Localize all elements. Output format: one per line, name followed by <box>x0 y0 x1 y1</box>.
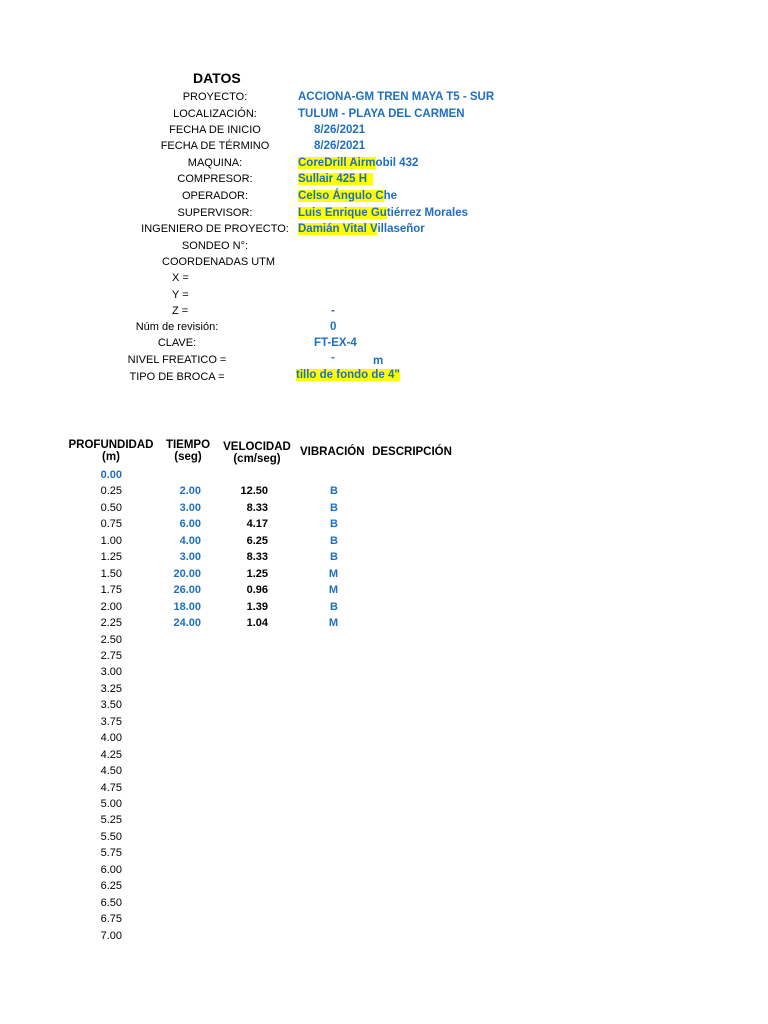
cell-profundidad: 1.50 <box>100 567 122 580</box>
cell-profundidad: 4.50 <box>100 765 122 778</box>
cell-profundidad: 5.00 <box>100 798 122 810</box>
table-row <box>0 862 768 878</box>
table-row <box>0 796 768 812</box>
cell-vibracion: B <box>330 501 338 514</box>
header-tiempo-unit: (seg) <box>174 451 202 463</box>
cell-vibracion: B <box>330 518 338 531</box>
table-row <box>0 483 768 499</box>
cell-profundidad: 0.75 <box>100 518 122 531</box>
table-row <box>0 730 768 746</box>
value-nivel-freatico: - <box>331 352 335 364</box>
cell-profundidad: 1.25 <box>100 551 122 564</box>
label-ingeniero: INGENIERO DE PROYECTO: <box>141 223 289 235</box>
cell-vibracion: B <box>330 600 338 613</box>
cell-profundidad: 3.50 <box>100 699 122 712</box>
cell-profundidad: 3.75 <box>100 715 122 728</box>
cell-velocidad: 1.25 <box>246 567 268 580</box>
header-descripcion: DESCRIPCIÓN <box>372 446 452 458</box>
table-row <box>0 664 768 680</box>
cell-velocidad: 4.17 <box>246 518 268 531</box>
coord-z-label: Z = <box>172 305 189 317</box>
value-num-revision: 0 <box>330 321 337 333</box>
label-localizacion: LOCALIZACIÓN: <box>173 108 257 120</box>
table-row <box>0 878 768 894</box>
cell-profundidad: 1.75 <box>100 584 122 597</box>
cell-profundidad: 3.25 <box>100 682 122 695</box>
value-fecha-inicio: 8/26/2021 <box>314 124 366 136</box>
label-proyecto: PROYECTO: <box>182 91 248 103</box>
table-row <box>0 911 768 927</box>
value-proyecto: ACCIONA-GM TREN MAYA T5 - SUR <box>298 91 495 103</box>
cell-profundidad: 6.75 <box>100 913 122 926</box>
cell-tiempo: 6.00 <box>179 518 201 531</box>
cell-profundidad: 4.25 <box>100 748 122 761</box>
table-row <box>0 615 768 631</box>
label-operador: OPERADOR: <box>181 190 248 202</box>
table-row <box>0 533 768 549</box>
table-row <box>0 681 768 697</box>
cell-profundidad: 0.00 <box>100 469 122 481</box>
cell-vibracion: B <box>330 485 338 498</box>
cell-tiempo: 20.00 <box>173 567 201 580</box>
cell-tiempo: 24.00 <box>173 617 201 630</box>
value-clave: FT-EX-4 <box>314 337 357 349</box>
table-row <box>0 812 768 828</box>
table-row <box>0 829 768 845</box>
label-tipo-broca: TIPO DE BROCA = <box>129 371 225 383</box>
cell-profundidad: 5.50 <box>100 830 122 843</box>
label-maquina: MAQUINA: <box>187 157 243 169</box>
table-row <box>0 632 768 648</box>
unit-nivel-freatico: m <box>373 355 384 367</box>
header-vibracion: VIBRACIÓN <box>300 446 365 458</box>
rest-maquina: obil 432 <box>375 157 419 169</box>
header-tiempo <box>160 439 216 463</box>
cell-profundidad: 1.00 <box>100 534 122 547</box>
cell-vibracion: M <box>328 617 338 630</box>
table-row <box>0 780 768 796</box>
label-num-revision: Núm de revisión: <box>135 321 219 333</box>
table-row <box>0 697 768 713</box>
highlight-supervisor: Luis Enrique Gu <box>298 207 387 219</box>
label-compresor: COMPRESOR: <box>177 173 253 185</box>
cell-profundidad: 5.25 <box>100 814 122 827</box>
table-row <box>0 566 768 582</box>
cell-profundidad: 2.00 <box>100 600 122 613</box>
table-row <box>0 648 768 664</box>
cell-vibracion: B <box>330 551 338 564</box>
cell-tiempo: 26.00 <box>173 584 201 597</box>
label-fecha-inicio: FECHA DE INICIO <box>169 124 261 136</box>
coord-x-label: X = <box>172 272 189 284</box>
cell-tiempo: 2.00 <box>179 485 201 498</box>
cell-profundidad: 0.50 <box>100 501 122 514</box>
cell-velocidad: 1.39 <box>246 600 268 613</box>
label-fecha-termino: FECHA DE TÉRMINO <box>160 140 270 152</box>
header-profundidad <box>64 439 158 463</box>
table-row <box>0 895 768 911</box>
value-fecha-termino: 8/26/2021 <box>314 140 366 152</box>
page-title: DATOS <box>193 70 241 86</box>
coords-heading: COORDENADAS UTM <box>162 256 276 268</box>
value-maquina <box>298 155 418 171</box>
cell-velocidad: 8.33 <box>246 551 268 564</box>
cell-profundidad: 4.00 <box>100 732 122 745</box>
cell-profundidad: 7.00 <box>100 929 122 942</box>
cell-velocidad: 1.04 <box>246 617 268 630</box>
highlight-tipo-broca: tillo de fondo de 4" <box>296 369 400 381</box>
table-row <box>0 845 768 861</box>
label-sondeo: SONDEO N°: <box>181 240 249 252</box>
header-profundidad-title: PROFUNDIDAD <box>68 439 154 451</box>
header-profundidad-unit: (m) <box>102 451 120 463</box>
header-velocidad-title: VELOCIDAD <box>223 441 291 453</box>
cell-profundidad: 6.00 <box>100 863 122 876</box>
highlight-operador: Celso Ángulo C <box>298 190 384 202</box>
value-supervisor: Luis Enrique Gutiérrez Morales <box>298 207 468 219</box>
cell-velocidad: 6.25 <box>246 534 268 547</box>
cell-profundidad: 2.25 <box>100 617 122 630</box>
label-supervisor: SUPERVISOR: <box>177 207 253 219</box>
cell-profundidad: 5.75 <box>100 847 122 860</box>
table-row <box>0 549 768 565</box>
cell-tiempo: 18.00 <box>173 600 201 613</box>
cell-tiempo: 3.00 <box>179 551 201 564</box>
table-row <box>0 516 768 532</box>
cell-vibracion: M <box>328 584 338 597</box>
table-row <box>0 467 768 483</box>
value-localizacion: TULUM - PLAYA DEL CARMEN <box>298 108 465 120</box>
cell-velocidad: 8.33 <box>246 501 268 514</box>
table-row <box>0 928 768 944</box>
highlight-ingeniero: Damián Vital V <box>298 223 378 235</box>
cell-profundidad: 6.50 <box>100 896 122 909</box>
label-nivel-freatico: NIVEL FREATICO = <box>127 354 227 366</box>
cell-velocidad: 0.96 <box>246 584 268 597</box>
cell-profundidad: 4.75 <box>100 781 122 794</box>
value-tipo-broca <box>296 367 400 383</box>
cell-tiempo: 3.00 <box>179 501 201 514</box>
header-velocidad <box>222 441 292 465</box>
cell-tiempo: 4.00 <box>179 534 201 547</box>
cell-profundidad: 2.50 <box>100 633 122 646</box>
label-clave: CLAVE: <box>157 337 197 349</box>
table-row <box>0 599 768 615</box>
cell-profundidad: 0.25 <box>100 485 122 498</box>
table-row <box>0 763 768 779</box>
cell-profundidad: 2.75 <box>100 649 122 662</box>
table-row <box>0 582 768 598</box>
cell-vibracion: B <box>330 534 338 547</box>
header-tiempo-title: TIEMPO <box>165 439 211 451</box>
table-row <box>0 747 768 763</box>
cell-profundidad: 3.00 <box>100 666 122 679</box>
cell-profundidad: 6.25 <box>100 880 122 893</box>
highlight-compresor: Sullair 425 H <box>298 173 368 185</box>
table-row <box>0 714 768 730</box>
header-velocidad-unit: (cm/seg) <box>233 453 281 465</box>
cell-velocidad: 12.50 <box>240 485 268 498</box>
cell-vibracion: M <box>328 567 338 580</box>
coord-y-label: Y = <box>172 289 189 301</box>
table-row <box>0 500 768 516</box>
value-operador: Celso Ángulo Che <box>298 190 398 202</box>
value-ingeniero: Damián Vital Villaseñor <box>298 223 425 235</box>
coord-z-value: - <box>331 305 335 317</box>
value-compresor <box>298 171 373 187</box>
highlight-maquina: CoreDrill Airm <box>298 157 376 169</box>
